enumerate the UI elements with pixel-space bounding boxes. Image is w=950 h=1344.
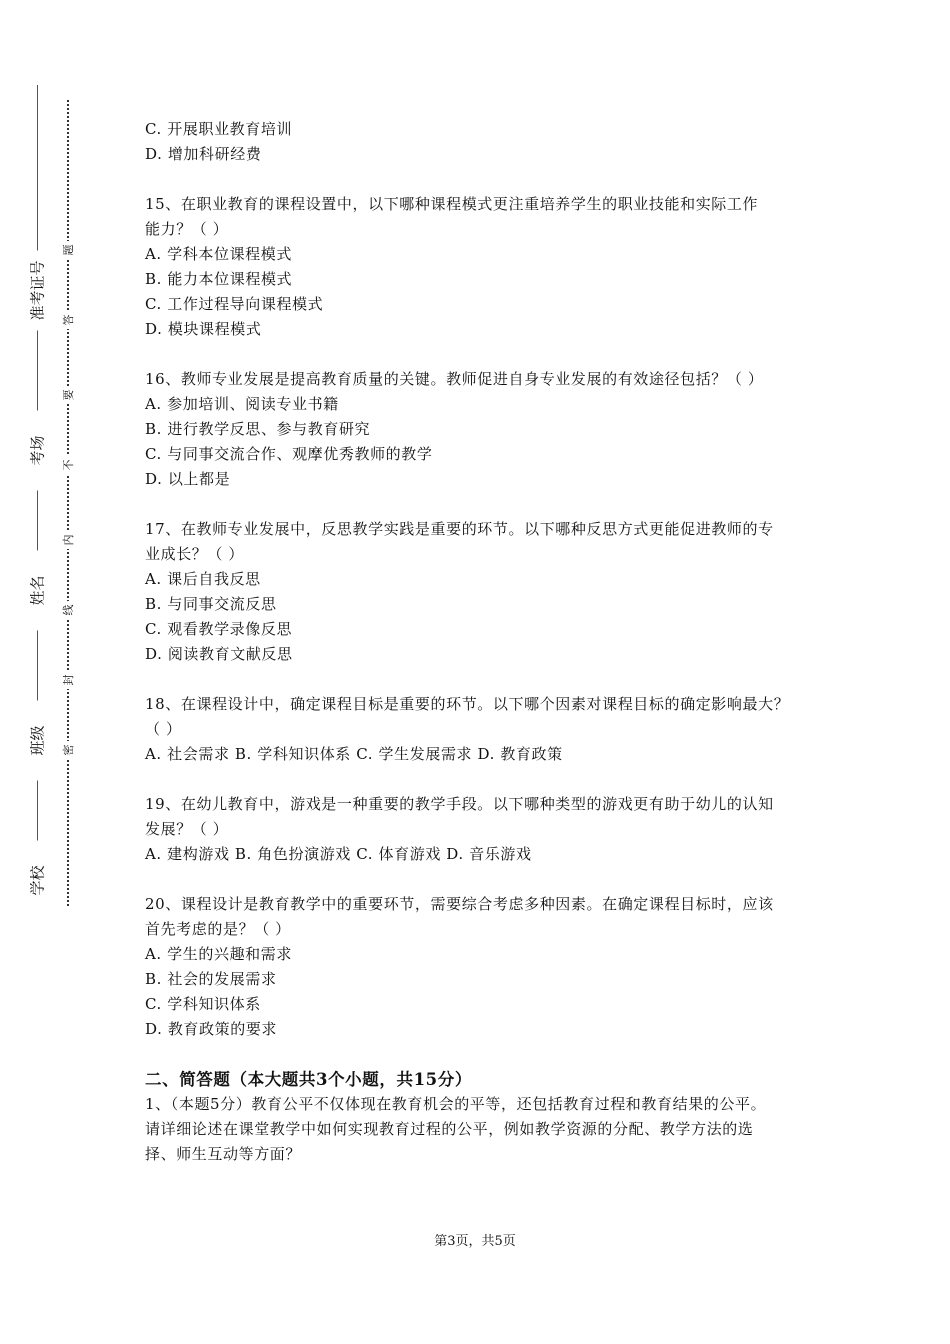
- seal-char: 线: [60, 601, 76, 619]
- question-text: 能力？（ ）: [145, 220, 229, 238]
- answer-option: D. 模块课程模式: [145, 320, 262, 338]
- question-text: 17、在教师专业发展中，反思教学实践是重要的环节。以下哪种反思方式更能促进教师的专: [145, 520, 774, 538]
- answer-option: B. 进行教学反思、参与教育研究: [145, 420, 371, 438]
- answer-option: A. 学生的兴趣和需求: [145, 945, 292, 963]
- question-text: （ ）: [145, 720, 182, 738]
- answer-option: B. 社会的发展需求: [145, 970, 277, 988]
- question-block: [145, 792, 825, 867]
- answer-option: B. 与同事交流反思: [145, 595, 277, 613]
- seal-char: 内: [60, 531, 76, 549]
- question-text: 择、师生互动等方面？: [145, 1145, 302, 1163]
- answer-option: C. 开展职业教育培训: [145, 120, 293, 138]
- question-text: 15、在职业教育的课程设置中，以下哪种课程模式更注重培养学生的职业技能和实际工作: [145, 195, 759, 213]
- seal-char: 答: [60, 311, 76, 329]
- margin-field-label: 姓名: [27, 551, 48, 631]
- answer-option: A. 参加培训、阅读专业书籍: [145, 395, 339, 413]
- question-block: [145, 192, 825, 342]
- margin-field-label: 准考证号: [27, 251, 48, 331]
- seal-char: 封: [60, 671, 76, 689]
- seal-dotted-line: [67, 100, 69, 906]
- question-text: 首先考虑的是？（ ）: [145, 920, 291, 938]
- question-text: 1、（本题5分）教育公平不仅体现在教育机会的平等，还包括教育过程和教育结果的公平。: [145, 1095, 767, 1113]
- answer-option: A. 建构游戏 B. 角色扮演游戏 C. 体育游戏 D. 音乐游戏: [145, 845, 532, 863]
- question-text: 业成长？（ ）: [145, 545, 244, 563]
- binding-line: [37, 85, 38, 920]
- question-text: 请详细论述在课堂教学中如何实现教育过程的公平，例如教学资源的分配、教学方法的选: [145, 1120, 754, 1138]
- answer-option: C. 学科知识体系: [145, 995, 261, 1013]
- answer-option: D. 以上都是: [145, 470, 231, 488]
- seal-char: 密: [60, 741, 76, 759]
- seal-char: 要: [60, 386, 76, 404]
- answer-option: C. 与同事交流合作、观摩优秀教师的教学: [145, 445, 433, 463]
- margin-field-label: 考场: [27, 411, 48, 491]
- question-text: 18、在课程设计中，确定课程目标是重要的环节。以下哪个因素对课程目标的确定影响最大？: [145, 695, 790, 713]
- page-number: 第3页，共5页: [434, 1234, 516, 1249]
- seal-char: 题: [60, 241, 76, 259]
- answer-option: B. 能力本位课程模式: [145, 270, 293, 288]
- answer-option: D. 增加科研经费: [145, 145, 262, 163]
- answer-option: A. 社会需求 B. 学科知识体系 C. 学生发展需求 D. 教育政策: [145, 745, 563, 763]
- section-heading: 二、简答题（本大题共3个小题，共15分）: [145, 1070, 472, 1089]
- seal-char: 不: [60, 456, 76, 474]
- margin-field-label: 学校: [27, 841, 48, 921]
- margin-field-label: 班级: [27, 701, 48, 781]
- question-text: 发展？（ ）: [145, 820, 229, 838]
- answer-option: A. 课后自我反思: [145, 570, 261, 588]
- question-block: [145, 367, 825, 492]
- question-block: [145, 117, 825, 167]
- question-block: [145, 692, 825, 767]
- exam-content: [145, 117, 825, 1167]
- answer-option: D. 阅读教育文献反思: [145, 645, 293, 663]
- question-text: 19、在幼儿教育中，游戏是一种重要的教学手段。以下哪种类型的游戏更有助于幼儿的认知: [145, 795, 774, 813]
- answer-option: C. 工作过程导向课程模式: [145, 295, 324, 313]
- answer-option: A. 学科本位课程模式: [145, 245, 292, 263]
- answer-option: D. 教育政策的要求: [145, 1020, 278, 1038]
- question-text: 16、教师专业发展是提高教育质量的关键。教师促进自身专业发展的有效途径包括？（ ）: [145, 370, 764, 388]
- section-short-answer: [145, 1067, 825, 1167]
- question-text: 20、课程设计是教育教学中的重要环节，需要综合考虑多种因素。在确定课程目标时，应该: [145, 895, 774, 913]
- question-block: [145, 517, 825, 667]
- answer-option: C. 观看教学录像反思: [145, 620, 293, 638]
- question-block: [145, 892, 825, 1042]
